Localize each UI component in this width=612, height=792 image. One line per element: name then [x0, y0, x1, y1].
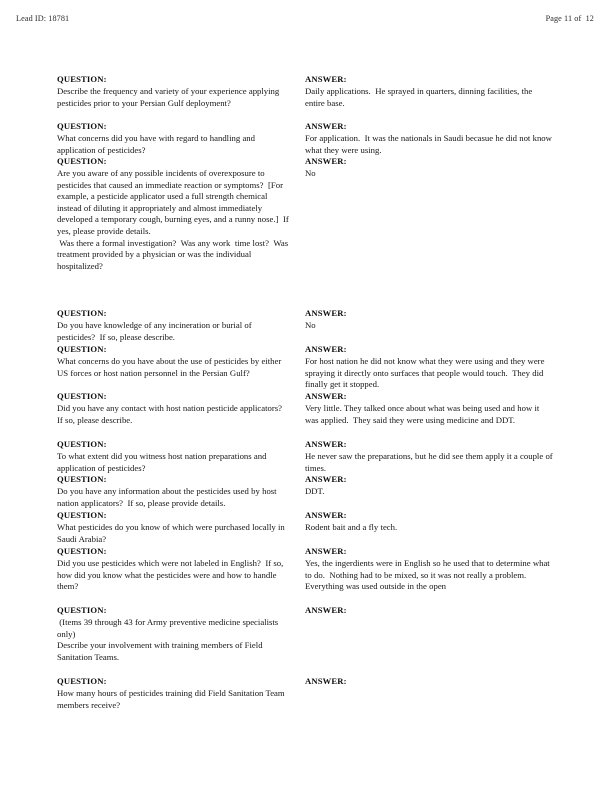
question-block	[57, 474, 289, 509]
question-block	[57, 439, 289, 474]
answer-label: ANSWER:	[305, 546, 347, 556]
question-block	[57, 510, 289, 545]
answer-block	[305, 439, 553, 474]
answer-text: Yes, the ingerdients were in English so he used that to determine what to do. Nothing had to be mixed, so it was not really a problem. Everything was used outside in the open	[305, 558, 553, 592]
answer-text: Very little. They talked once about what was being used and how it was applied. They said they were using medicine and DDT.	[305, 403, 542, 425]
answer-label: ANSWER:	[305, 439, 347, 449]
answer-block	[305, 546, 553, 593]
answer-block	[305, 605, 553, 617]
question-text: Describe the frequency and variety of your experience applying pesticides prior to your Persian Gulf deployment?	[57, 86, 282, 108]
question-label: QUESTION:	[57, 121, 107, 131]
question-label: QUESTION:	[57, 308, 107, 318]
answer-block	[305, 391, 553, 426]
answer-text: Daily applications. He sprayed in quarters, dinning facilities, the entire base.	[305, 86, 535, 108]
question-block	[57, 546, 289, 593]
answer-label: ANSWER:	[305, 474, 347, 484]
answer-block	[305, 121, 553, 156]
lead-id-label: Lead ID: 18781	[16, 14, 70, 23]
page-header	[16, 14, 594, 28]
answer-label: ANSWER:	[305, 391, 347, 401]
question-text: Are you aware of any possible incidents of overexposure to pesticides that caused an immediate reaction or symptoms? [For example, a pesticide applicator used a full strength chemical instead of diluting it appropriately and almost immediately developed a temporary cough, burning eyes, and a runny nose.] If yes, please provide details.	[57, 168, 292, 237]
answer-label: ANSWER:	[305, 344, 347, 354]
question-text: To what extent did you witness host nation preparations and application of pesticides?	[57, 451, 269, 473]
answer-label: ANSWER:	[305, 605, 347, 615]
answer-text: For host nation he did not know what they were using and they were spraying it directly onto surfaces that people would touch. They did finally get it stopped.	[305, 356, 547, 390]
question-text: Did you have any contact with host nation pesticide applicators? If so, please describe.	[57, 403, 287, 425]
question-text: What pesticides do you know of which were purchased locally in Saudi Arabia?	[57, 522, 288, 544]
question-label: QUESTION:	[57, 391, 107, 401]
question-block	[57, 121, 289, 156]
question-label: QUESTION:	[57, 344, 107, 354]
question-text: What concerns do you have about the use of pesticides by either US forces or host nation personnel in the Persian Gulf?	[57, 356, 284, 378]
question-label: QUESTION:	[57, 439, 107, 449]
question-label: QUESTION:	[57, 546, 107, 556]
question-label: QUESTION:	[57, 676, 107, 686]
question-text: What concerns did you have with regard to handling and application of pesticides?	[57, 133, 258, 155]
question-text: How many hours of pesticides training did Field Sanitation Team members receive?	[57, 688, 287, 710]
question-block	[57, 676, 289, 711]
question-block	[57, 156, 292, 272]
answer-label: ANSWER:	[305, 74, 347, 84]
answer-label: ANSWER:	[305, 308, 347, 318]
question-text-continued: Was there a formal investigation? Was any work time lost? Was treatment provided by a physician or was the individual hospitalized?	[57, 237, 291, 271]
answer-label: ANSWER:	[305, 121, 347, 131]
question-text: Did you use pesticides which were not labeled in English? If so, how did you know what the pesticides were and how to handle them?	[57, 558, 286, 592]
answer-text: DDT.	[305, 486, 325, 497]
question-label: QUESTION:	[57, 74, 107, 84]
answer-block	[305, 308, 553, 332]
answer-block	[305, 474, 553, 498]
question-text: (Items 39 through 43 for Army preventive medicine specialists only)	[57, 617, 281, 639]
question-text-continued: Describe your involvement with training members of Field Sanitation Teams.	[57, 640, 265, 662]
question-block	[57, 605, 289, 663]
answer-block	[305, 344, 553, 391]
answer-block	[305, 676, 553, 688]
question-label: QUESTION:	[57, 474, 107, 484]
answer-label: ANSWER:	[305, 510, 347, 520]
question-label: QUESTION:	[57, 605, 107, 615]
answer-text: No	[305, 320, 316, 331]
answer-block	[305, 156, 553, 180]
page-number-label: Page 11 of 12	[545, 14, 594, 23]
answer-label: ANSWER:	[305, 156, 347, 166]
question-text: Do you have knowledge of any incineration or burial of pesticides? If so, please describe.	[57, 320, 254, 342]
question-block	[57, 391, 289, 426]
answer-label: ANSWER:	[305, 676, 347, 686]
question-block	[57, 344, 289, 379]
answer-block	[305, 510, 553, 534]
answer-block	[305, 74, 553, 109]
answer-text: Rodent bait and a fly tech.	[305, 522, 398, 533]
question-block	[57, 308, 289, 343]
answer-text: No	[305, 168, 316, 179]
question-label: QUESTION:	[57, 510, 107, 520]
question-label: QUESTION:	[57, 156, 107, 166]
answer-text: He never saw the preparations, but he did see them apply it a couple of times.	[305, 451, 555, 473]
question-block	[57, 74, 289, 109]
answer-text: For application. It was the nationals in Saudi becasue he did not know what they were using.	[305, 133, 555, 155]
question-text: Do you have any information about the pesticides used by host nation applicators? If so, please provide details.	[57, 486, 279, 508]
